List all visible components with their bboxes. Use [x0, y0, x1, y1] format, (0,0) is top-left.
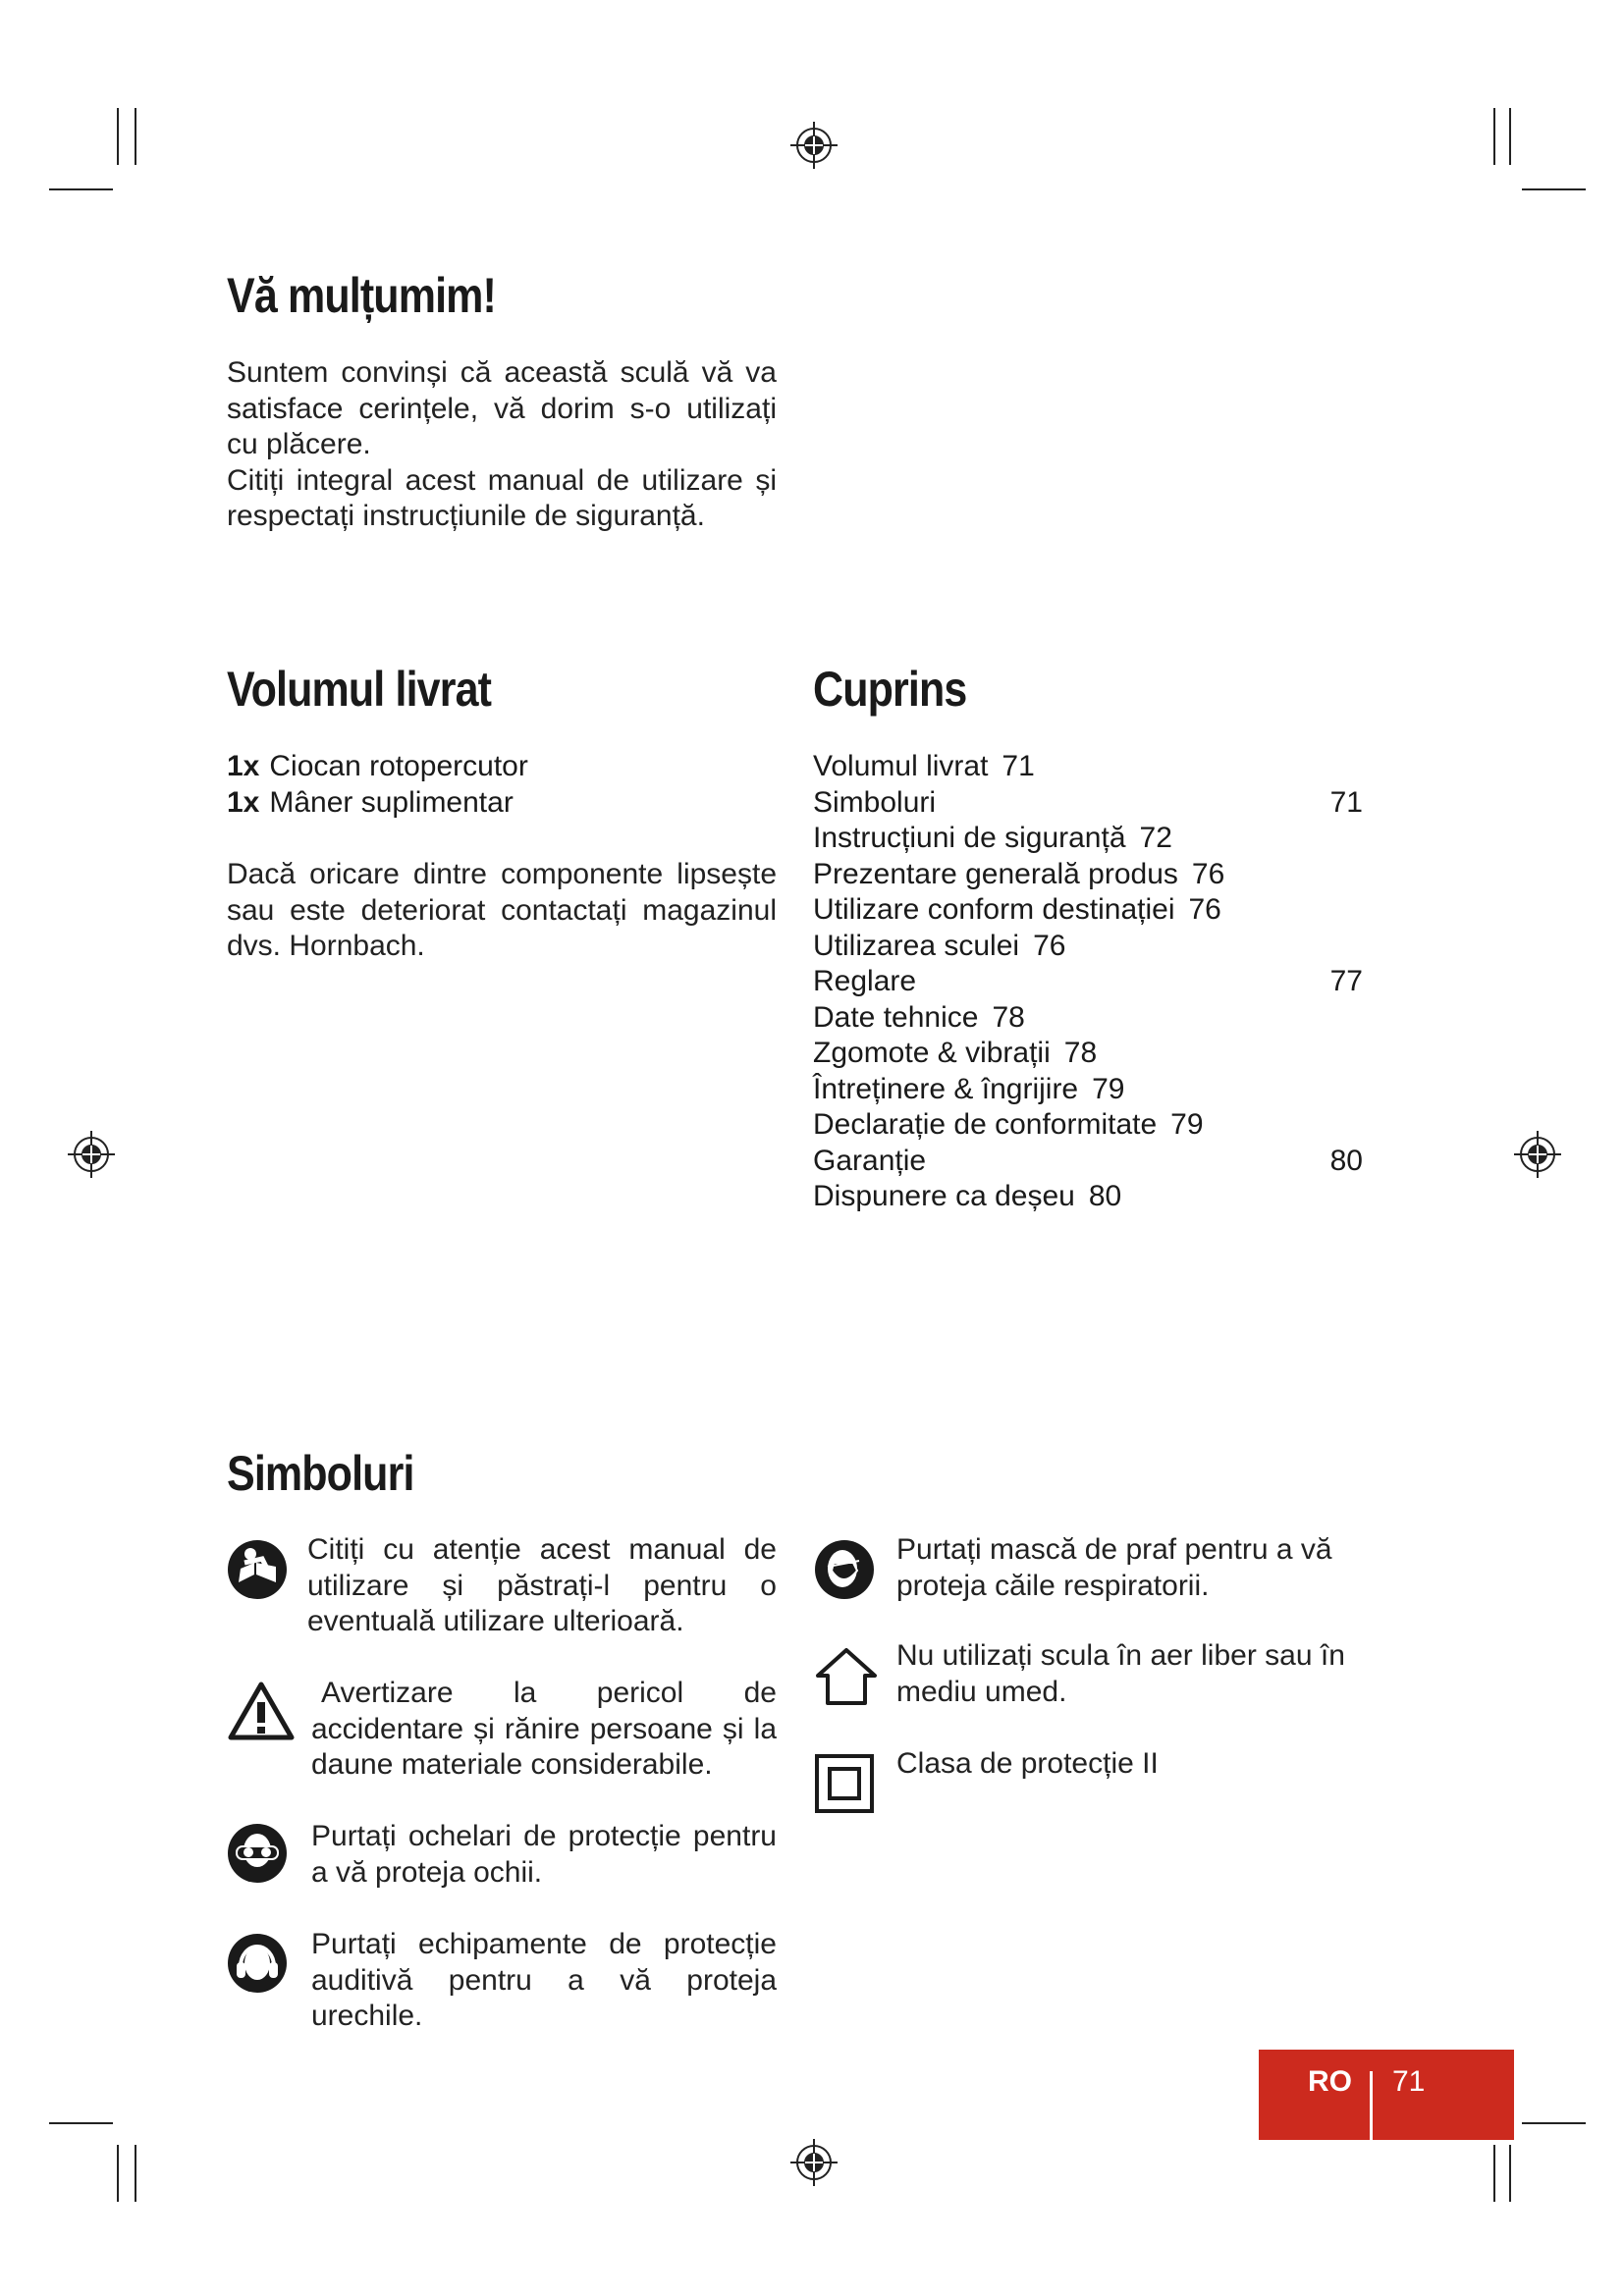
toc-label: Reglare	[813, 965, 917, 997]
delivery-label: Ciocan rotopercutor	[269, 750, 528, 782]
symbol-text: Purtați ochelari de protecție pentru a vă proteja ochii.	[311, 1820, 777, 1889]
symbol-text: Purtați echipamente de protecție auditivă pentru a vă proteja urechile.	[311, 1928, 777, 2032]
toc-page: 71	[1001, 750, 1035, 782]
toc-entry	[813, 1036, 1363, 1072]
page-tab-divider	[1370, 2071, 1373, 2140]
toc-page: 76	[1033, 929, 1066, 962]
symbol-text: Purtați mască de praf pentru a vă proteja căile respiratorii.	[896, 1533, 1332, 1602]
toc-entry	[813, 964, 1363, 1000]
delivery-note: Dacă oricare dintre componente lipsește sau este deteriorat contactați magazinul dvs. Hornbach.	[227, 858, 777, 962]
toc-label: Dispunere ca deșeu	[813, 1180, 1075, 1212]
thanks-title: Vă mulțumim!	[227, 268, 496, 323]
toc-entry	[813, 821, 1363, 857]
table-of-contents	[813, 749, 1363, 1215]
toc-entry	[813, 1144, 1363, 1180]
indoor-use-only-icon	[814, 1646, 879, 1707]
toc-page: 78	[1063, 1037, 1098, 1069]
toc-page: 76	[1191, 857, 1225, 890]
toc-label: Date tehnice	[813, 1000, 979, 1034]
toc-entry	[813, 749, 1363, 785]
symbols-title: Simboluri	[227, 1446, 414, 1501]
toc-label: Utilizarea sculei	[813, 929, 1020, 962]
delivery-title: Volumul livrat	[227, 662, 492, 717]
delivery-item	[227, 785, 777, 822]
toc-page: 80	[1088, 1180, 1122, 1212]
toc-entry	[813, 892, 1363, 929]
read-manual-icon	[227, 1539, 288, 1600]
toc-page: 78	[992, 1000, 1025, 1034]
toc-page: 79	[1092, 1072, 1125, 1105]
dust-mask-icon	[814, 1539, 875, 1600]
delivery-label: Mâner suplimentar	[269, 785, 514, 819]
toc-page: 79	[1170, 1108, 1204, 1141]
contents-title: Cuprins	[813, 662, 967, 717]
toc-entry	[813, 1179, 1363, 1215]
symbol-text: Clasa de protecție II	[896, 1747, 1159, 1780]
toc-page: 77	[1329, 965, 1363, 997]
delivery-qty: 1x	[227, 750, 260, 782]
delivery-qty: 1x	[227, 785, 260, 819]
toc-entry	[813, 785, 1363, 822]
delivery-item	[227, 749, 777, 785]
page-number: 71	[1392, 2065, 1426, 2098]
toc-page: 76	[1188, 893, 1221, 926]
symbol-text: Nu utilizați scula în aer liber sau în mediu umed.	[896, 1639, 1345, 1708]
toc-page: 80	[1329, 1144, 1363, 1177]
toc-entry	[813, 929, 1363, 965]
toc-label: Întreținere & îngrijire	[813, 1072, 1079, 1105]
toc-label: Instrucțiuni de siguranță	[813, 822, 1126, 854]
toc-page: 71	[1329, 785, 1363, 819]
language-code: RO	[1308, 2065, 1352, 2098]
toc-entry	[813, 1107, 1363, 1144]
symbol-text: Avertizare la pericol de accidentare și rănire persoane și la daune materiale considerabile.	[311, 1677, 777, 1781]
toc-page: 72	[1139, 822, 1172, 854]
toc-entry	[813, 1072, 1363, 1108]
toc-label: Prezentare generală produs	[813, 857, 1178, 890]
toc-label: Simboluri	[813, 785, 937, 819]
toc-label: Zgomote & vibrații	[813, 1037, 1051, 1069]
warning-triangle-icon	[227, 1681, 296, 1741]
thanks-paragraph: Suntem convinși că această sculă vă va satisface cerințele, vă dorim s-o utilizați cu plăcere. Citiți integral acest manual de utilizare și respectați instrucțiunile de siguranță.	[227, 356, 777, 532]
protection-class-ii-icon	[814, 1753, 875, 1814]
toc-label: Garanție	[813, 1144, 927, 1177]
toc-label: Utilizare conform destinației	[813, 893, 1175, 926]
delivery-list	[227, 749, 777, 821]
toc-label: Volumul livrat	[813, 750, 989, 782]
toc-entry	[813, 1000, 1363, 1037]
safety-goggles-icon	[227, 1823, 288, 1884]
ear-protection-icon	[227, 1933, 288, 1994]
symbol-text: Citiți cu atenție acest manual de utilizare și păstrați-l pentru o eventuală utilizare ulterioară.	[307, 1533, 777, 1637]
page-tab	[1259, 2050, 1514, 2140]
toc-label: Declarație de conformitate	[813, 1108, 1158, 1141]
toc-entry	[813, 857, 1363, 893]
